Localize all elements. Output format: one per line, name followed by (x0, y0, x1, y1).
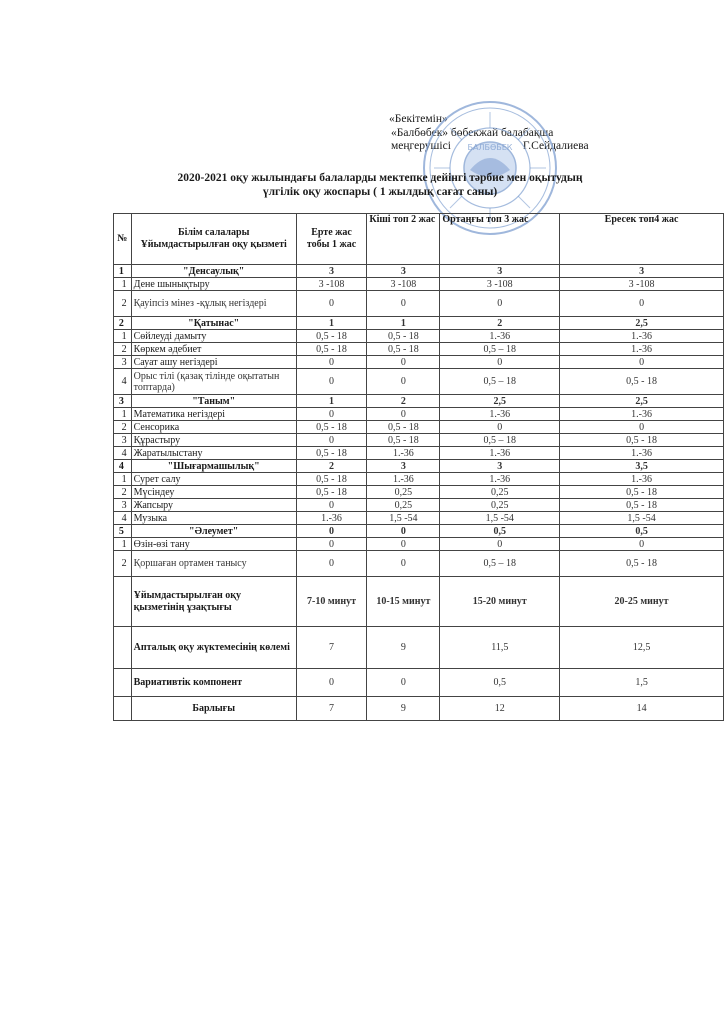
row-name: Дене шынықтыру (131, 278, 296, 291)
row-name: Орыс тілі (қазақ тілінде оқытатын топтарда) (131, 369, 296, 395)
row-value-group-1: 2 (296, 460, 367, 473)
row-value-group-1: 0,5 - 18 (296, 330, 367, 343)
row-number: 1 (114, 330, 132, 343)
summary-value-group-3: 11,5 (440, 627, 560, 669)
row-number: 2 (114, 317, 132, 330)
stamp-inner-text: БАЛБӨБЕК (467, 143, 513, 152)
table-row (114, 330, 724, 343)
summary-value-group-2: 9 (367, 627, 440, 669)
row-value-group-2: 3 (367, 460, 440, 473)
summary-row (114, 669, 724, 697)
row-value-group-3: 0,5 – 18 (440, 369, 560, 395)
row-name: "Денсаулық" (131, 265, 296, 278)
summary-value-group-1: 7-10 минут (296, 577, 367, 627)
page-title (100, 171, 660, 199)
summary-label: Вариативтік компонент (131, 669, 296, 697)
row-number: 1 (114, 473, 132, 486)
summary-label: Барлығы (131, 697, 296, 721)
header-num: № (114, 214, 132, 265)
table-row (114, 486, 724, 499)
row-value-group-4: 0,5 (560, 525, 724, 538)
row-value-group-4: 0 (560, 291, 724, 317)
row-value-group-1: 0,5 - 18 (296, 473, 367, 486)
table-row (114, 473, 724, 486)
row-value-group-2: 0 (367, 538, 440, 551)
summary-value-group-2: 10-15 минут (367, 577, 440, 627)
row-value-group-3: 2 (440, 317, 560, 330)
row-name: Жаратылыстану (131, 447, 296, 460)
row-name: Математика негіздері (131, 408, 296, 421)
summary-value-group-2: 0 (367, 669, 440, 697)
row-value-group-2: 3 (367, 265, 440, 278)
row-value-group-2: 0,5 - 18 (367, 434, 440, 447)
row-number: 2 (114, 343, 132, 356)
approval-signatory: Г.Сейдалиева (522, 140, 589, 152)
section-row (114, 317, 724, 330)
table-row (114, 447, 724, 460)
row-value-group-4: 1.-36 (560, 447, 724, 460)
row-value-group-4: 3,5 (560, 460, 724, 473)
row-value-group-1: 0 (296, 291, 367, 317)
row-value-group-1: 1 (296, 317, 367, 330)
summary-label: Ұйымдастырылған оқу қызметінің ұзақтығы (131, 577, 296, 627)
summary-value-group-1: 7 (296, 627, 367, 669)
row-value-group-3: 1,5 -54 (440, 512, 560, 525)
row-value-group-4: 0,5 - 18 (560, 499, 724, 512)
row-value-group-1: 0 (296, 525, 367, 538)
row-number: 3 (114, 356, 132, 369)
row-value-group-2: 0 (367, 369, 440, 395)
row-value-group-1: 1.-36 (296, 512, 367, 525)
row-name: Құрастыру (131, 434, 296, 447)
row-value-group-4: 0,5 - 18 (560, 551, 724, 577)
row-value-group-1: 0 (296, 434, 367, 447)
row-value-group-2: 0 (367, 551, 440, 577)
row-value-group-3: 0,5 (440, 525, 560, 538)
approval-line-2: «Балбөбек» бөбекжай балабақша (391, 126, 554, 139)
summary-value-group-4: 12,5 (560, 627, 724, 669)
header-group-3: Ортаңғы топ 3 жас (440, 214, 560, 265)
table-row (114, 369, 724, 395)
summary-row (114, 697, 724, 721)
row-value-group-3: 0,25 (440, 486, 560, 499)
table-row (114, 551, 724, 577)
summary-value-group-3: 15-20 минут (440, 577, 560, 627)
row-value-group-2: 0 (367, 408, 440, 421)
row-name: Сенсорика (131, 421, 296, 434)
summary-value-group-1: 7 (296, 697, 367, 721)
row-value-group-1: 0 (296, 551, 367, 577)
table-row (114, 278, 724, 291)
row-value-group-2: 0 (367, 291, 440, 317)
row-value-group-2: 0,5 - 18 (367, 343, 440, 356)
row-value-group-4: 0 (560, 356, 724, 369)
row-name: "Таным" (131, 395, 296, 408)
summary-value-group-4: 1,5 (560, 669, 724, 697)
row-number: 4 (114, 369, 132, 395)
title-line-2: үлгілік оқу жоспары ( 1 жылдық сағат саны) (262, 186, 498, 198)
section-row (114, 395, 724, 408)
row-value-group-4: 1.-36 (560, 408, 724, 421)
summary-num (114, 669, 132, 697)
row-value-group-2: 0 (367, 525, 440, 538)
table-row (114, 434, 724, 447)
row-number: 2 (114, 486, 132, 499)
header-group-4: Ересек топ4 жас (560, 214, 724, 265)
row-name: Өзін-өзі тану (131, 538, 296, 551)
row-value-group-2: 1,5 -54 (367, 512, 440, 525)
row-value-group-3: 0,25 (440, 499, 560, 512)
row-value-group-3: 1.-36 (440, 408, 560, 421)
row-value-group-2: 1.-36 (367, 447, 440, 460)
row-value-group-3: 0 (440, 356, 560, 369)
row-value-group-3: 0 (440, 291, 560, 317)
summary-label: Апталық оқу жүктемесінің көлемі (131, 627, 296, 669)
table-row (114, 499, 724, 512)
section-row (114, 525, 724, 538)
row-number: 3 (114, 434, 132, 447)
row-number: 4 (114, 512, 132, 525)
row-name: Сауат ашу негіздері (131, 356, 296, 369)
row-value-group-3: 0 (440, 421, 560, 434)
row-value-group-2: 1.-36 (367, 473, 440, 486)
table-row (114, 343, 724, 356)
row-number: 4 (114, 460, 132, 473)
row-value-group-1: 1 (296, 395, 367, 408)
row-value-group-4: 1,5 -54 (560, 512, 724, 525)
table-row (114, 421, 724, 434)
table-row (114, 408, 724, 421)
row-value-group-4: 0,5 - 18 (560, 486, 724, 499)
summary-value-group-4: 14 (560, 697, 724, 721)
table-row (114, 356, 724, 369)
summary-num (114, 577, 132, 627)
row-name: Сөйлеуді дамыту (131, 330, 296, 343)
table-header-row (114, 214, 724, 265)
row-value-group-3: 3 -108 (440, 278, 560, 291)
row-value-group-4: 0,5 - 18 (560, 369, 724, 395)
row-number: 2 (114, 421, 132, 434)
row-value-group-4: 2,5 (560, 317, 724, 330)
row-number: 1 (114, 538, 132, 551)
approval-position: меңгерушісі (391, 140, 451, 152)
row-number: 1 (114, 278, 132, 291)
row-value-group-4: 3 -108 (560, 278, 724, 291)
row-value-group-1: 3 (296, 265, 367, 278)
title-line-1: 2020-2021 оқу жылындағы балаларды мектепке дейінгі тәрбие мен оқытудың (177, 172, 583, 184)
row-value-group-4: 0 (560, 538, 724, 551)
row-value-group-3: 3 (440, 265, 560, 278)
row-value-group-3: 0 (440, 538, 560, 551)
curriculum-table (113, 213, 724, 721)
row-number: 4 (114, 447, 132, 460)
row-value-group-3: 1.-36 (440, 447, 560, 460)
row-value-group-3: 1.-36 (440, 473, 560, 486)
summary-num (114, 697, 132, 721)
row-value-group-1: 0 (296, 369, 367, 395)
row-value-group-3: 0,5 – 18 (440, 551, 560, 577)
row-name: "Қатынас" (131, 317, 296, 330)
row-value-group-3: 1.-36 (440, 330, 560, 343)
summary-value-group-1: 0 (296, 669, 367, 697)
row-value-group-2: 3 -108 (367, 278, 440, 291)
row-value-group-4: 0 (560, 421, 724, 434)
row-name: "Әлеумет" (131, 525, 296, 538)
row-value-group-2: 0 (367, 356, 440, 369)
header-area: Білім салалары Ұйымдастырылған оқу қызметі (131, 214, 296, 265)
row-value-group-4: 1.-36 (560, 343, 724, 356)
section-row (114, 460, 724, 473)
row-value-group-4: 1.-36 (560, 330, 724, 343)
row-name: Жапсыру (131, 499, 296, 512)
row-number: 1 (114, 265, 132, 278)
summary-value-group-4: 20-25 минут (560, 577, 724, 627)
row-value-group-3: 2,5 (440, 395, 560, 408)
row-value-group-1: 0,5 - 18 (296, 421, 367, 434)
row-value-group-2: 0,25 (367, 499, 440, 512)
row-value-group-1: 0,5 - 18 (296, 486, 367, 499)
summary-value-group-2: 9 (367, 697, 440, 721)
section-row (114, 265, 724, 278)
row-value-group-3: 0,5 – 18 (440, 434, 560, 447)
row-value-group-1: 0 (296, 408, 367, 421)
row-name: Музыка (131, 512, 296, 525)
row-name: Қауіпсіз мінез -құлық негіздері (131, 291, 296, 317)
row-value-group-2: 0,5 - 18 (367, 421, 440, 434)
summary-row (114, 577, 724, 627)
table-row (114, 291, 724, 317)
row-value-group-4: 1.-36 (560, 473, 724, 486)
summary-row (114, 627, 724, 669)
table-row (114, 512, 724, 525)
row-number: 5 (114, 525, 132, 538)
row-number: 3 (114, 395, 132, 408)
row-name: "Шығармашылық" (131, 460, 296, 473)
row-name: Қоршаған ортамен танысу (131, 551, 296, 577)
row-value-group-2: 0,5 - 18 (367, 330, 440, 343)
row-value-group-2: 1 (367, 317, 440, 330)
row-value-group-1: 0,5 - 18 (296, 447, 367, 460)
row-value-group-1: 3 -108 (296, 278, 367, 291)
row-value-group-3: 0,5 – 18 (440, 343, 560, 356)
approval-line-1: «Бекітемін» (389, 113, 448, 125)
row-value-group-1: 0 (296, 356, 367, 369)
header-group-2: Кіші топ 2 жас (367, 214, 440, 265)
row-number: 3 (114, 499, 132, 512)
row-value-group-1: 0,5 - 18 (296, 343, 367, 356)
row-value-group-3: 3 (440, 460, 560, 473)
row-value-group-4: 2,5 (560, 395, 724, 408)
row-name: Мүсіндеу (131, 486, 296, 499)
row-name: Көркем әдебиет (131, 343, 296, 356)
row-value-group-1: 0 (296, 538, 367, 551)
row-number: 2 (114, 551, 132, 577)
header-group-1: Ерте жас тобы 1 жас (296, 214, 367, 265)
row-name: Сурет салу (131, 473, 296, 486)
row-value-group-4: 3 (560, 265, 724, 278)
row-value-group-2: 0,25 (367, 486, 440, 499)
row-number: 1 (114, 408, 132, 421)
row-value-group-4: 0,5 - 18 (560, 434, 724, 447)
table-row (114, 538, 724, 551)
row-number: 2 (114, 291, 132, 317)
row-value-group-2: 2 (367, 395, 440, 408)
summary-num (114, 627, 132, 669)
row-value-group-1: 0 (296, 499, 367, 512)
summary-value-group-3: 12 (440, 697, 560, 721)
summary-value-group-3: 0,5 (440, 669, 560, 697)
